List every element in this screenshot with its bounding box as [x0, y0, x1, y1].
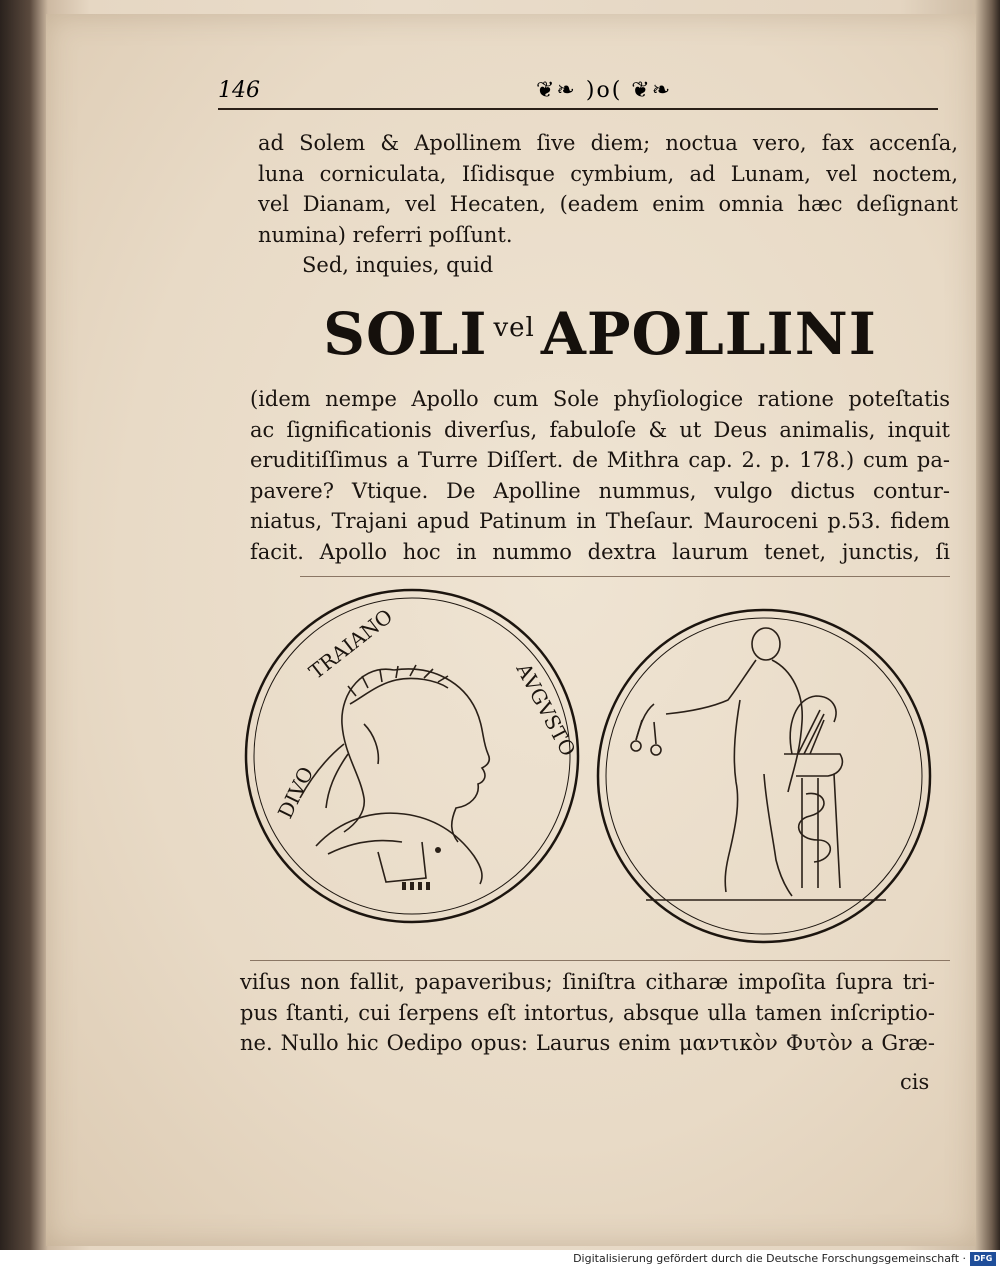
- coin-reverse: [596, 604, 936, 949]
- running-header: [218, 78, 938, 110]
- text-line: pus ſtanti, cui ſerpens eſt intortus, absque ulla tamen inſcriptio-: [240, 1000, 935, 1025]
- engraving-bottom-rule: [250, 960, 950, 961]
- credit-text: Digitalisierung gefördert durch die Deutsche Forschungsgemeinschaft ·: [573, 1252, 966, 1265]
- title-apollini: APOLLINI: [540, 300, 877, 368]
- text-line: pavere? Vtique. De Apolline nummus, vulgo dictus contur-: [250, 478, 950, 503]
- text-line: ac ſignificationis diverſus, fabuloſe & ut Deus animalis, inquit: [250, 417, 950, 442]
- text-line: niatus, Trajani apud Patinum in Theſaur. Mauroceni p.53. fidem: [250, 509, 950, 533]
- bottom-paragraph: [240, 967, 935, 1059]
- title-vel: vel: [493, 313, 535, 343]
- top-paragraph: [258, 128, 958, 250]
- dfg-logo-icon[interactable]: DFG: [970, 1252, 996, 1266]
- text-line: ne. Nullo hic Oedipo opus: Laurus enim μαντικὸν Φυτὸν a Græ-: [240, 1031, 935, 1055]
- text-line: viſus non fallit, papaveribus; ſiniſtra citharæ impoſita ſupra tri-: [240, 970, 935, 994]
- obverse-legend-left: DIVO: [272, 762, 319, 823]
- title-soli: SOLI: [323, 300, 488, 368]
- text-line: numina) referri poſſunt.: [258, 222, 513, 247]
- middle-paragraph: [250, 384, 950, 567]
- text-line: Sed, inquies, quid: [302, 253, 494, 277]
- obverse-legend-top: TRAIANO: [304, 604, 398, 684]
- coin-engraving: [244, 584, 944, 954]
- obverse-legend-right: AVGVSTO: [511, 659, 581, 761]
- text-line: facit. Apollo hoc in nummo dextra laurum tenet, junctis, ſi: [250, 539, 950, 564]
- intro-line: [302, 250, 702, 281]
- coin-obverse: [244, 584, 584, 929]
- engraving-top-rule: [300, 576, 950, 577]
- text-line: luna corniculata, Iſidisque cymbium, ad Lunam, vel noctem,: [258, 161, 958, 186]
- text-line: eruditiſſimus a Turre Diſſert. de Mithra cap. 2. p. 178.) cum pa-: [250, 448, 950, 472]
- text-line: vel Dianam, vel Hecaten, (eadem enim omnia hæc deſignant: [258, 192, 958, 216]
- header-ornament: ❦❧ )o( ❦❧: [536, 78, 673, 103]
- section-title: [320, 300, 880, 368]
- text-line: ad Solem & Apollinem ſive diem; noctua vero, fax accenſa,: [258, 131, 958, 155]
- page-number: 146: [218, 78, 260, 103]
- digitization-credit-bar: [0, 1250, 1000, 1268]
- text-line: (idem nempe Apollo cum Sole phyſiologice ratione poteſtatis: [250, 387, 950, 411]
- catchword: cis: [900, 1070, 930, 1094]
